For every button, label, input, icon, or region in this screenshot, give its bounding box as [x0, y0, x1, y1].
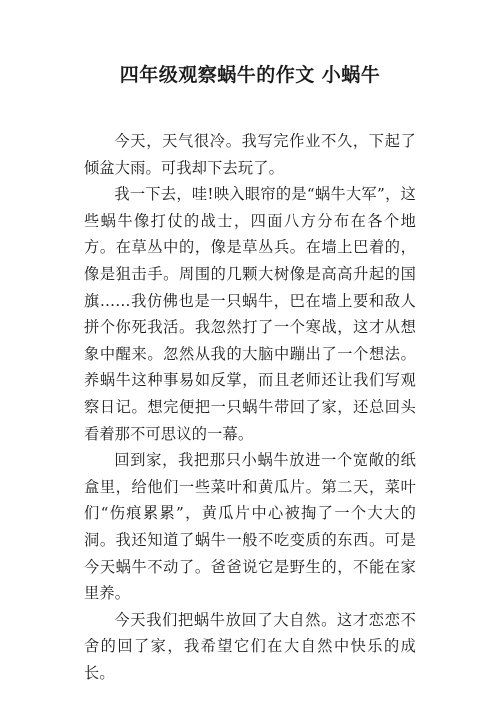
paragraph: 今天我们把蜗牛放回了大自然。这才恋恋不舍的回了家，我希望它们在大自然中快乐的成长。 [84, 610, 416, 682]
page-title: 四年级观察蜗牛的作文 小蜗牛 [119, 64, 381, 86]
paragraph: 回到家，我把那只小蜗牛放进一个宽敞的纸盒里，给他们一些菜叶和黄瓜片。第二天，菜叶们“伤痕累累”，黄瓜片中心被掏了一个大大的洞。我还知道了蜗牛一般不吃变质的东西。可是今天蜗牛不动了。爸爸说它是野生的，不能在家里养。 [84, 451, 416, 603]
paragraph: 今天，天气很冷。我写完作业不久，下起了倾盆大雨。可我却下去玩了。 [84, 132, 416, 177]
article-body [84, 128, 416, 686]
paragraph: 我一下去，哇!映入眼帘的是“蜗牛大军”，这些蜗牛像打仗的战士，四面八方分布在各个地方。在草丛中的，像是草丛兵。在墙上巴着的，像是狙击手。周围的几颗大树像是高高升起的国旗……我仿佛也是一只蜗牛，巴在墙上要和敌人拼个你死我活。我忽然打了一个寒战，这才从想象中醒来。忽然从我的大脑中蹦出了一个想法。养蜗牛这种事易如反掌，而且老师还让我们写观察日记。想完便把一只蜗牛带回了家，还总回头看着那不可思议的一幕。 [84, 185, 416, 443]
